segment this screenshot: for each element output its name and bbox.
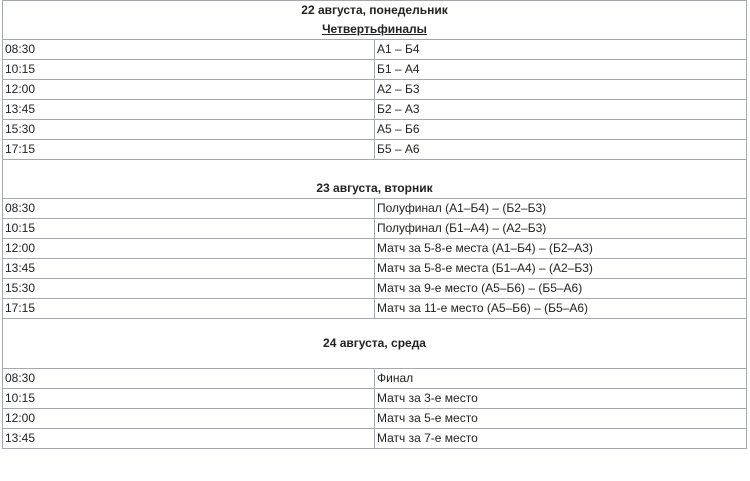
table-row: [3, 239, 747, 259]
table-row: [3, 429, 747, 449]
table-row: [3, 299, 747, 319]
match-time: 12:00: [3, 80, 375, 100]
table-row: [3, 60, 747, 80]
match-time: 17:15: [3, 140, 375, 160]
match-pairing: Матч за 5-е место: [375, 409, 747, 429]
match-pairing: Полуфинал (А1–Б4) – (Б2–Б3): [375, 199, 747, 219]
spacer-row: [3, 319, 747, 335]
match-pairing: Полуфинал (Б1–А4) – (А2–Б3): [375, 219, 747, 239]
day-header: 23 августа, вторник: [3, 179, 747, 199]
table-row: [3, 120, 747, 140]
table-row: [3, 80, 747, 100]
match-time: 12:00: [3, 409, 375, 429]
day-header-row: [3, 334, 747, 353]
match-pairing: Б5 – А6: [375, 140, 747, 160]
schedule-table: [2, 0, 747, 449]
match-pairing: А2 – Б3: [375, 80, 747, 100]
spacer-row: [3, 353, 747, 369]
table-row: [3, 389, 747, 409]
table-row: [3, 100, 747, 120]
day-header: [3, 1, 747, 40]
match-time: 17:15: [3, 299, 375, 319]
match-time: 15:30: [3, 279, 375, 299]
match-pairing: Матч за 5-8-е места (Б1–А4) – (А2–Б3): [375, 259, 747, 279]
spacer-cell: [3, 319, 747, 335]
day-header: 24 августа, среда: [3, 334, 747, 353]
match-pairing: Матч за 3-е место: [375, 389, 747, 409]
match-time: 10:15: [3, 219, 375, 239]
match-pairing: Матч за 5-8-е места (А1–Б4) – (Б2–А3): [375, 239, 747, 259]
table-row: [3, 219, 747, 239]
match-pairing: А5 – Б6: [375, 120, 747, 140]
day-title: 22 августа, понедельник: [301, 3, 448, 17]
table-row: [3, 369, 747, 389]
match-pairing: Б2 – А3: [375, 100, 747, 120]
day-header-row: [3, 179, 747, 199]
match-time: 08:30: [3, 199, 375, 219]
match-time: 10:15: [3, 389, 375, 409]
match-pairing: Матч за 11-е место (А5–Б6) – (Б5–А6): [375, 299, 747, 319]
match-pairing: Финал: [375, 369, 747, 389]
spacer-row: [3, 160, 747, 180]
match-time: 13:45: [3, 259, 375, 279]
match-time: 13:45: [3, 100, 375, 120]
table-row: [3, 279, 747, 299]
table-row: [3, 40, 747, 60]
table-row: [3, 259, 747, 279]
match-pairing: А1 – Б4: [375, 40, 747, 60]
table-row: [3, 199, 747, 219]
match-time: 15:30: [3, 120, 375, 140]
match-pairing: Матч за 9-е место (А5–Б6) – (Б5–А6): [375, 279, 747, 299]
match-time: 08:30: [3, 369, 375, 389]
match-time: 08:30: [3, 40, 375, 60]
table-row: [3, 409, 747, 429]
match-pairing: Матч за 7-е место: [375, 429, 747, 449]
match-pairing: Б1 – А4: [375, 60, 747, 80]
spacer-cell: [3, 353, 747, 369]
match-time: 12:00: [3, 239, 375, 259]
match-time: 13:45: [3, 429, 375, 449]
spacer-cell: [3, 160, 747, 180]
day-header-row: [3, 1, 747, 40]
round-link-quarterfinals[interactable]: Четвертьфиналы: [322, 22, 427, 36]
table-row: [3, 140, 747, 160]
match-time: 10:15: [3, 60, 375, 80]
